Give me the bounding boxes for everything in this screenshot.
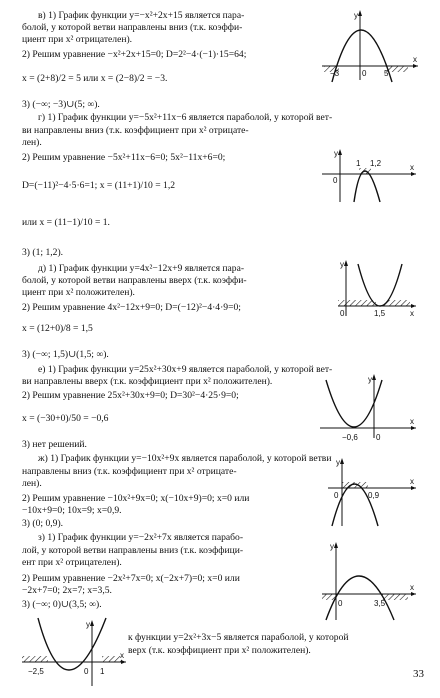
text-line: −2x+7=0; 2x=7; x=3,5. (22, 585, 112, 596)
graph-zh (318, 456, 418, 528)
graph-z-root: 3,5 (374, 599, 386, 608)
graph-e-vertex: −0,6 (342, 433, 358, 442)
graph-v-x-label: x (413, 55, 417, 64)
text-line: 2) Решим уравнение −2x²+7x=0; x(−2x+7)=0; x=0 или (22, 573, 240, 584)
text-line: з) 1) График функции y=−2x²+7x является парабо- (38, 532, 244, 543)
graph-z-y-label: y (330, 542, 334, 551)
text-line: циент при x² отрицателен). (22, 34, 133, 45)
text-line: 3) (0; 0,9). (22, 518, 64, 529)
text-line: 2) Решим уравнение −5x²+11x−6=0; 5x²−11x+6=0; (22, 152, 226, 163)
text-line: циент при x² положителен). (22, 287, 135, 298)
graph-v-origin: 0 (362, 69, 367, 78)
text-line: x = (2+8)/2 = 5 или x = (2−8)/2 = −3. (22, 73, 168, 84)
graph-z-x-label: x (410, 583, 414, 592)
graph-e (318, 372, 418, 444)
text-line: к функции y=2x²+3x−5 является параболой, у которой (128, 632, 349, 643)
graph-g (318, 148, 418, 206)
graph-g-root-b: 1,2 (370, 159, 382, 168)
text-line: лен). (22, 137, 42, 148)
graph-v (320, 8, 420, 83)
text-line: или x = (11−1)/10 = 1. (22, 217, 110, 228)
text-line: −10x+9=0; 10x=9; x=0,9. (22, 505, 122, 516)
graph-e-y-label: y (368, 375, 372, 384)
graph-v-root-a: −3 (330, 69, 340, 78)
text-line: 2) Решим уравнение 25x²+30x+9=0; D=30²−4·25·9=0; (22, 390, 239, 401)
graph-zh-root: 0,9 (368, 491, 380, 500)
text-line: лой, у которой ветви направлены вниз (т.к. коэффици- (22, 545, 244, 556)
text-line: направлены вниз (т.к. коэффициент при x² отрицате- (22, 466, 237, 477)
text-line: ж) 1) График функции y=−10x²+9x является параболой, у которой ветви (38, 453, 332, 464)
graph-g-x-label: x (410, 163, 414, 172)
graph-g-origin: 0 (333, 176, 338, 185)
text-line: верх (т.к. коэффициент при x² положителен). (128, 645, 311, 656)
graph-z-origin: 0 (338, 599, 343, 608)
graph-v-root-b: 5 (384, 69, 389, 78)
graph-e-x-label: x (410, 417, 414, 426)
graph-z (318, 540, 418, 622)
graph-e-origin: 0 (376, 433, 381, 442)
text-line: D=(−11)²−4·5·6=1; x = (11+1)/10 = 1,2 (22, 180, 176, 191)
graph-zh-x-label: x (410, 477, 414, 486)
graph-k-x-label: x (120, 651, 124, 660)
text-line: 2) Решим уравнение −x²+2x+15=0; D=2²−4·(−1)·15=64; (22, 49, 247, 60)
text-line: ви направлены вниз (т.к. коэффициент при x² отрицате- (22, 125, 249, 136)
graph-v-y-label: y (354, 11, 358, 20)
text-line: ент при x² отрицателен). (22, 557, 122, 568)
graph-g-root-a: 1 (356, 159, 361, 168)
graph-d-y-label: y (340, 260, 344, 269)
text-line: 2) Решим уравнение 4x²−12x+9=0; D=(−12)²−4·4·9=0; (22, 302, 241, 313)
graph-zh-y-label: y (336, 458, 340, 467)
graph-k (22, 618, 126, 688)
graph-d-vertex: 1,5 (374, 309, 386, 318)
text-line: д) 1) График функции y=4x²−12x+9 является пара- (38, 263, 245, 274)
text-line: ви направлены вверх (т.к. коэффициент при x² положителен). (22, 376, 273, 387)
text-line: 3) (−∞; −3)∪(5; ∞). (22, 99, 100, 110)
graph-k-origin: 0 (84, 667, 89, 676)
text-line: болой, у которой ветви направлены вверх (т.к. коэффи- (22, 275, 247, 286)
graph-k-root-b: 1 (100, 667, 105, 676)
text-line: лен). (22, 478, 42, 489)
text-line: в) 1) График функции y=−x²+2x+15 является пара- (38, 10, 245, 21)
text-line: 2) Решим уравнение −10x²+9x=0; x(−10x+9)=0; x=0 или (22, 493, 250, 504)
text-line: 3) нет решений. (22, 439, 87, 450)
text-line: е) 1) График функции y=25x²+30x+9 является параболой, у которой вет- (38, 364, 333, 375)
text-line: болой, у которой ветви направлены вниз (т.к. коэффи- (22, 22, 243, 33)
page-number: 33 (413, 668, 424, 680)
text-line: x = (12+0)/8 = 1,5 (22, 323, 93, 334)
text-line: x = (−30+0)/50 = −0,6 (22, 413, 109, 424)
text-line: 3) (−∞; 0)∪(3,5; ∞). (22, 599, 102, 610)
text-line: 3) (−∞; 1,5)∪(1,5; ∞). (22, 349, 109, 360)
text-line: 3) (1; 1,2). (22, 247, 64, 258)
text-line: г) 1) График функции y=−5x²+11x−6 является параболой, у которой вет- (38, 112, 333, 123)
graph-d (318, 258, 418, 320)
graph-k-root-a: −2,5 (28, 667, 44, 676)
graph-d-x-label: x (410, 309, 414, 318)
graph-d-origin: 0 (340, 309, 345, 318)
graph-zh-origin: 0 (334, 491, 339, 500)
graph-g-y-label: y (334, 149, 338, 158)
graph-k-y-label: y (86, 620, 90, 629)
